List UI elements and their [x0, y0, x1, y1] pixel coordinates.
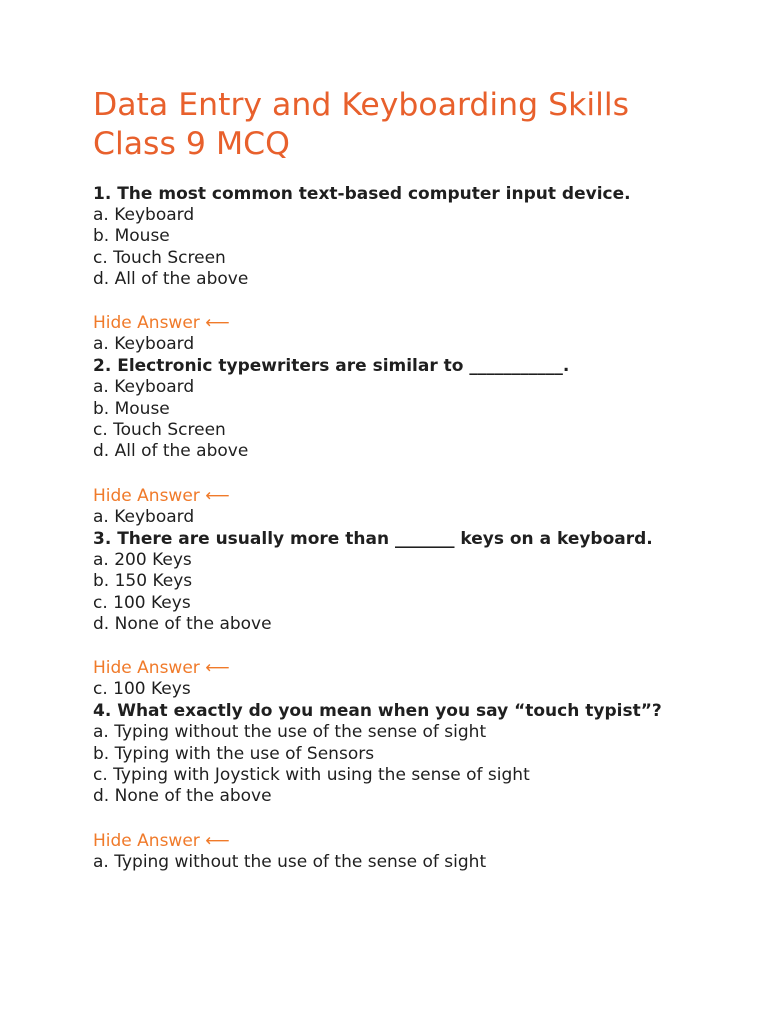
question-block-3	[93, 528, 693, 700]
page-title: Data Entry and Keyboarding Skills Class 9 MCQ	[93, 87, 630, 162]
option-c: c. Typing with Joystick with using the sense of sight	[93, 765, 530, 786]
option-d: d. None of the above	[93, 786, 272, 807]
hide-answer-label: Hide Answer	[93, 485, 200, 506]
question-text: 1. The most common text-based computer input device.	[93, 184, 631, 204]
hide-answer-toggle[interactable]	[93, 485, 230, 507]
option-b: b. Mouse	[93, 226, 170, 247]
option-a: a. Typing without the use of the sense of sight	[93, 722, 487, 743]
option-a: a. Keyboard	[93, 205, 195, 225]
left-arrow-icon: ⟵	[205, 830, 230, 851]
left-arrow-icon: ⟵	[205, 658, 230, 679]
question-text: 4. What exactly do you mean when you say “touch typist”?	[93, 701, 662, 722]
answer-text: a. Keyboard	[93, 334, 195, 355]
option-d: d. None of the above	[93, 613, 272, 634]
option-b: b. 150 Keys	[93, 571, 193, 592]
spacer	[93, 290, 693, 312]
hide-answer-label: Hide Answer	[93, 658, 200, 679]
left-arrow-icon: ⟵	[205, 485, 230, 506]
hide-answer-toggle[interactable]	[93, 830, 230, 852]
answer-text: a. Typing without the use of the sense of sight	[93, 851, 487, 872]
option-c: c. 100 Keys	[93, 592, 191, 613]
option-a: a. Keyboard	[93, 377, 195, 398]
option-c: c. Touch Screen	[93, 420, 226, 441]
spacer	[93, 463, 693, 485]
option-c: c. Touch Screen	[93, 247, 226, 268]
option-d: d. All of the above	[93, 268, 249, 289]
question-text: 2. Electronic typewriters are similar to ___________.	[93, 356, 570, 377]
question-block-2	[93, 355, 693, 527]
option-d: d. All of the above	[93, 441, 249, 462]
hide-answer-label: Hide Answer	[93, 830, 200, 851]
option-b: b. Mouse	[93, 398, 170, 419]
answer-text: c. 100 Keys	[93, 679, 191, 700]
hide-answer-toggle[interactable]	[93, 312, 230, 334]
option-b: b. Typing with the use of Sensors	[93, 743, 375, 764]
spacer	[93, 635, 693, 657]
document-content	[93, 86, 693, 873]
hide-answer-label: Hide Answer	[93, 313, 200, 334]
spacer	[93, 808, 693, 830]
question-text: 3. There are usually more than _______ keys on a keyboard.	[93, 528, 653, 549]
option-a: a. 200 Keys	[93, 549, 192, 570]
question-block-1	[93, 183, 693, 355]
hide-answer-toggle[interactable]	[93, 657, 230, 679]
left-arrow-icon: ⟵	[205, 313, 230, 334]
question-block-4	[93, 700, 693, 872]
answer-text: a. Keyboard	[93, 506, 195, 527]
